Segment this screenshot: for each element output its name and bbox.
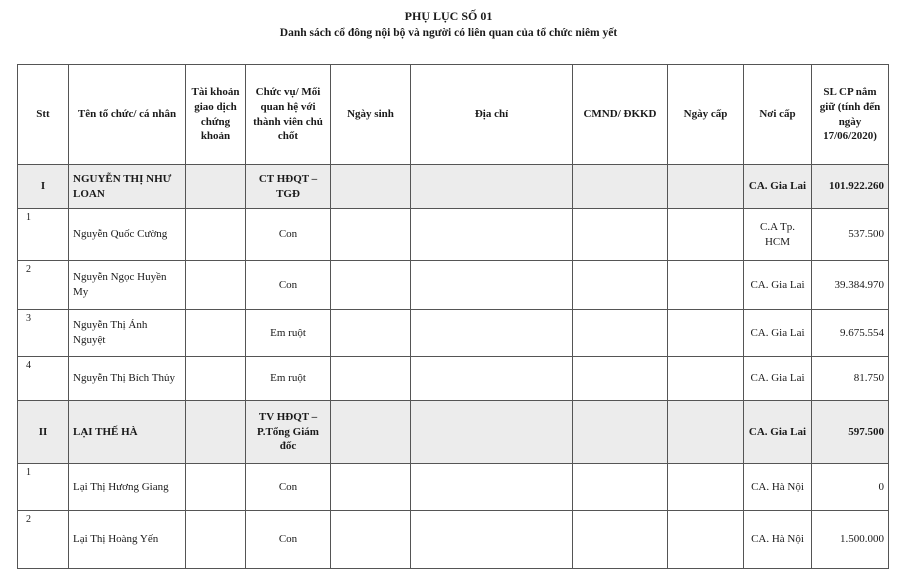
issue-date-cell <box>668 209 744 261</box>
id-cell <box>573 464 668 511</box>
address-cell <box>411 310 573 357</box>
issue-place-cell: CA. Gia Lai <box>744 357 812 401</box>
issue-place-cell: CA. Gia Lai <box>744 401 812 464</box>
table-row <box>18 511 889 569</box>
name-cell: Nguyễn Thị Bích Thủy <box>69 357 186 401</box>
stt-cell: II <box>18 401 69 464</box>
role-cell: CT HĐQT – TGĐ <box>246 165 331 209</box>
col-header-address: Địa chỉ <box>411 65 573 165</box>
name-cell: Lại Thị Hoàng Yến <box>69 511 186 569</box>
account-cell <box>186 209 246 261</box>
birthdate-cell <box>331 401 411 464</box>
birthdate-cell <box>331 464 411 511</box>
issue-date-cell <box>668 464 744 511</box>
col-header-stt: Stt <box>18 65 69 165</box>
col-header-issue-place: Nơi cấp <box>744 65 812 165</box>
stt-cell: 2 <box>18 511 69 569</box>
address-cell <box>411 209 573 261</box>
shares-cell: 0 <box>812 464 889 511</box>
issue-date-cell <box>668 511 744 569</box>
issue-place-cell: CA. Hà Nội <box>744 464 812 511</box>
document-title: PHỤ LỤC SỐ 01 <box>404 9 493 23</box>
issue-date-cell <box>668 310 744 357</box>
issue-date-cell <box>668 165 744 209</box>
id-cell <box>573 511 668 569</box>
address-cell <box>411 464 573 511</box>
id-cell <box>573 401 668 464</box>
col-header-name: Tên tổ chức/ cá nhân <box>69 65 186 165</box>
name-cell: Lại Thị Hương Giang <box>69 464 186 511</box>
account-cell <box>186 357 246 401</box>
address-cell <box>411 401 573 464</box>
shares-cell: 81.750 <box>812 357 889 401</box>
document-subtitle: Danh sách cổ đông nội bộ và người có liên quan của tổ chức niêm yết <box>279 27 618 39</box>
name-cell: Nguyễn Ngọc Huyền My <box>69 261 186 310</box>
stt-cell: I <box>18 165 69 209</box>
issue-place-cell: CA. Gia Lai <box>744 165 812 209</box>
name-cell: LẠI THẾ HÀ <box>69 401 186 464</box>
table-row-group <box>18 165 889 209</box>
shareholder-table <box>17 64 889 569</box>
account-cell <box>186 464 246 511</box>
shares-cell: 537.500 <box>812 209 889 261</box>
table-row <box>18 357 889 401</box>
id-cell <box>573 209 668 261</box>
name-cell: Nguyễn Thị Ánh Nguyệt <box>69 310 186 357</box>
stt-cell: 1 <box>18 464 69 511</box>
address-cell <box>411 357 573 401</box>
stt-cell: 1 <box>18 209 69 261</box>
role-cell: TV HĐQT – P.Tổng Giám đốc <box>246 401 331 464</box>
name-cell: Nguyễn Quốc Cường <box>69 209 186 261</box>
issue-place-cell: CA. Hà Nội <box>744 511 812 569</box>
col-header-id: CMND/ ĐKKD <box>573 65 668 165</box>
id-cell <box>573 357 668 401</box>
role-cell: Con <box>246 261 331 310</box>
shares-cell: 1.500.000 <box>812 511 889 569</box>
role-cell: Con <box>246 464 331 511</box>
birthdate-cell <box>331 261 411 310</box>
issue-place-cell: CA. Gia Lai <box>744 310 812 357</box>
shares-cell: 101.922.260 <box>812 165 889 209</box>
address-cell <box>411 511 573 569</box>
stt-cell: 3 <box>18 310 69 357</box>
stt-cell: 2 <box>18 261 69 310</box>
birthdate-cell <box>331 310 411 357</box>
account-cell <box>186 401 246 464</box>
col-header-shares: SL CP nắm giữ (tính đến ngày 17/06/2020) <box>812 65 889 165</box>
issue-date-cell <box>668 401 744 464</box>
shares-cell: 9.675.554 <box>812 310 889 357</box>
birthdate-cell <box>331 165 411 209</box>
shares-cell: 39.384.970 <box>812 261 889 310</box>
issue-place-cell: C.A Tp. HCM <box>744 209 812 261</box>
issue-place-cell: CA. Gia Lai <box>744 261 812 310</box>
stt-cell: 4 <box>18 357 69 401</box>
account-cell <box>186 261 246 310</box>
col-header-issue-date: Ngày cấp <box>668 65 744 165</box>
birthdate-cell <box>331 209 411 261</box>
table-row <box>18 310 889 357</box>
id-cell <box>573 310 668 357</box>
account-cell <box>186 511 246 569</box>
address-cell <box>411 165 573 209</box>
role-cell: Em ruột <box>246 357 331 401</box>
role-cell: Em ruột <box>246 310 331 357</box>
id-cell <box>573 261 668 310</box>
shares-cell: 597.500 <box>812 401 889 464</box>
table-header-row <box>18 65 889 165</box>
role-cell: Con <box>246 511 331 569</box>
birthdate-cell <box>331 357 411 401</box>
table-row <box>18 209 889 261</box>
col-header-account: Tài khoản giao dịch chứng khoản <box>186 65 246 165</box>
role-cell: Con <box>246 209 331 261</box>
issue-date-cell <box>668 261 744 310</box>
table-row <box>18 261 889 310</box>
address-cell <box>411 261 573 310</box>
birthdate-cell <box>331 511 411 569</box>
id-cell <box>573 165 668 209</box>
account-cell <box>186 310 246 357</box>
table-row-group <box>18 401 889 464</box>
col-header-birthdate: Ngày sinh <box>331 65 411 165</box>
col-header-role: Chức vụ/ Mối quan hệ với thành viên chủ chốt <box>246 65 331 165</box>
table-row <box>18 464 889 511</box>
account-cell <box>186 165 246 209</box>
name-cell: NGUYỄN THỊ NHƯ LOAN <box>69 165 186 209</box>
issue-date-cell <box>668 357 744 401</box>
